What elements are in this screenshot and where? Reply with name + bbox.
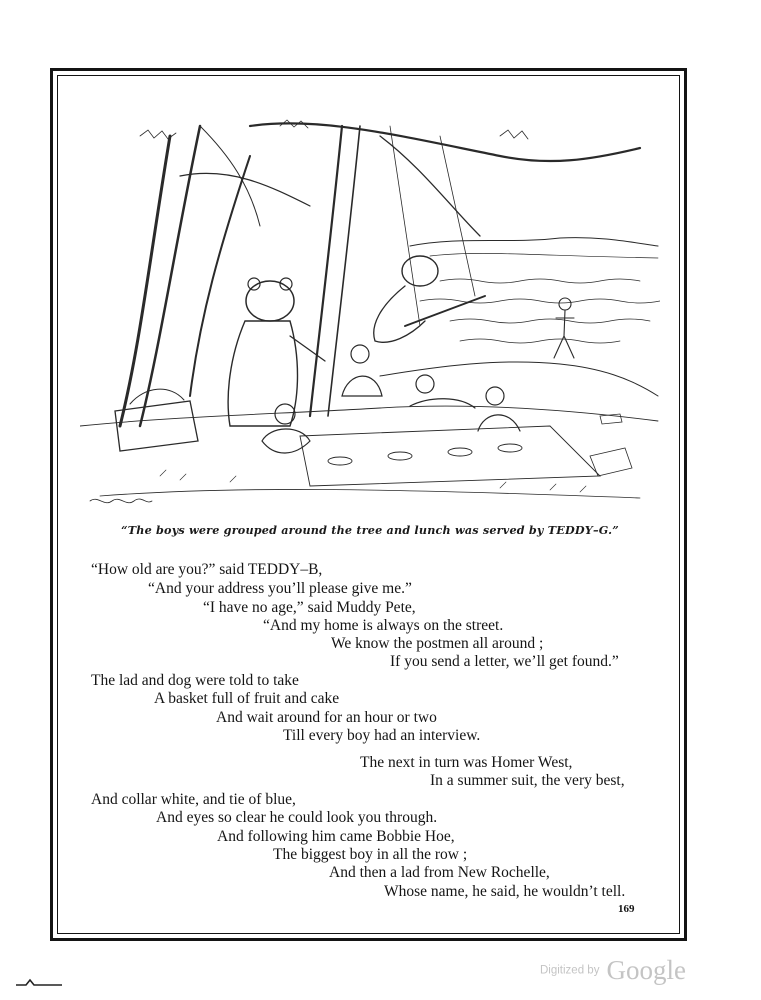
poem-line-14: And eyes so clear he could look you through.	[156, 809, 438, 826]
watermark-brand: Google	[606, 955, 687, 985]
illustration-drawing	[80, 96, 660, 514]
poem-line-15: And following him came Bobbie Hoe,	[217, 828, 455, 845]
poem-line-10: Till every boy had an interview.	[283, 727, 481, 744]
poem-line-16: The biggest boy in all the row ;	[273, 846, 468, 863]
watermark-prefix: Digitized by	[540, 964, 600, 977]
poem-line-7: The lad and dog were told to take	[91, 672, 299, 689]
digitized-watermark	[540, 955, 686, 986]
poem-line-13: And collar white, and tie of blue,	[91, 791, 296, 808]
page-corner-mark	[14, 978, 64, 988]
poem-line-18: Whose name, he said, he wouldn’t tell.	[384, 883, 626, 900]
illustration-caption: “The boys were grouped around the tree and lunch was served by TEDDY–G.”	[121, 523, 619, 537]
poem-line-2: “And your address you’ll please give me.”	[148, 580, 412, 597]
poem-line-12: In a summer suit, the very best,	[430, 772, 625, 789]
poem-line-8: A basket full of fruit and cake	[154, 690, 340, 707]
poem-line-6: If you send a letter, we’ll get found.”	[390, 653, 619, 670]
poem-line-3: “I have no age,” said Muddy Pete,	[203, 599, 416, 616]
poem-line-1: “How old are you?” said TEDDY–B,	[91, 561, 323, 578]
poem-line-9: And wait around for an hour or two	[216, 709, 437, 726]
poem-line-11: The next in turn was Homer West,	[360, 754, 573, 771]
poem-line-5: We know the postmen all around ;	[331, 635, 544, 652]
picnic-illustration	[80, 96, 660, 514]
page-number: 169	[618, 903, 635, 915]
poem-line-17: And then a lad from New Rochelle,	[329, 864, 550, 881]
poem-line-4: “And my home is always on the street.	[263, 617, 504, 634]
